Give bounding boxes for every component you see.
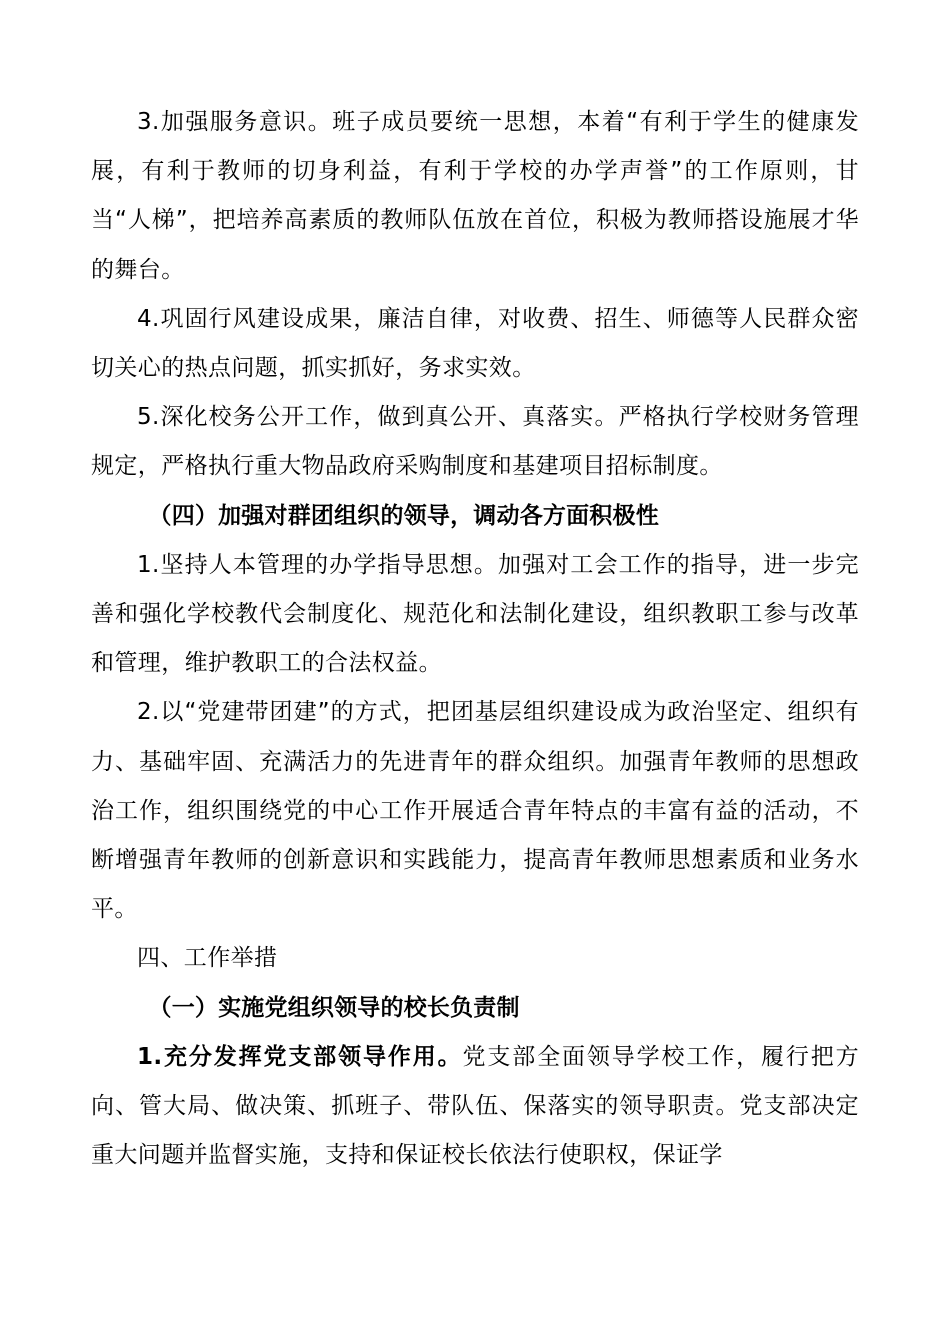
document-body — [91, 98, 859, 1180]
paragraph-conduct-results: 4.巩固行风建设成果，廉洁自律，对收费、招生、师德等人民群众密切关心的热点问题，抓实抓好，务求实效。 — [91, 305, 859, 382]
paragraph-people-oriented-management: 1.坚持人本管理的办学指导思想。加强对工会工作的指导，进一步完善和强化学校教代会制度化、规范化和法制化建设，组织教职工参与改革和管理，维护教职工的合法权益。 — [91, 551, 859, 677]
paragraph-lead-bold: 1.充分发挥党支部领导作用。 — [137, 1043, 463, 1070]
heading-work-measures: 四、工作举措 — [137, 945, 278, 972]
heading-mass-organizations: （四）加强对群团组织的领导，调动各方面积极性 — [148, 502, 659, 529]
paragraph-lead-rest: 党支部全面领导学校工作，履行把方向、管大局、做决策、抓班子、带队伍、保落实的领导职责。党支部决定重大问题并监督实施，支持和保证校长依法行使职权，保证学 — [91, 1043, 859, 1169]
heading-principal-responsibility: （一）实施党组织领导的校长负责制 — [148, 994, 520, 1021]
paragraph-service-awareness: 3.加强服务意识。班子成员要统一思想，本着“有利于学生的健康发展，有利于教师的切身利益，有利于学校的办学声誉”的工作原则，甘当“人梯”，把培养高素质的教师队伍放在首位，积极为教师搭设施展才华的舞台。 — [91, 109, 859, 283]
paragraph-school-affairs-openness: 5.深化校务公开工作，做到真公开、真落实。严格执行学校财务管理规定，严格执行重大物品政府采购制度和基建项目招标制度。 — [91, 404, 859, 480]
paragraph-party-branch-role — [91, 1033, 859, 1181]
paragraph-party-led-youth-league: 2.以“党建带团建”的方式，把团基层组织建设成为政治坚定、组织有力、基础牢固、充满活力的先进青年的群众组织。加强青年教师的思想政治工作，组织围绕党的中心工作开展适合青年特点的丰富有益的活动，不断增强青年教师的创新意识和实践能力，提高青年教师思想素质和业务水平。 — [91, 699, 859, 923]
